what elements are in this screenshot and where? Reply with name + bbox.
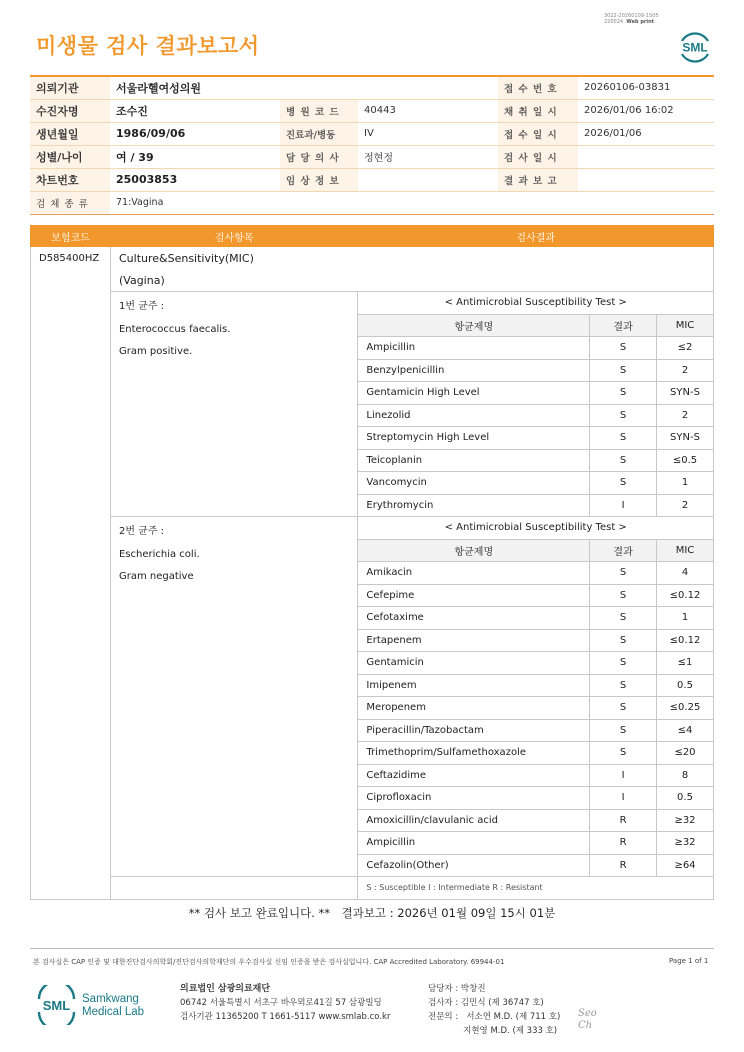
- result-report: [578, 168, 714, 191]
- info-row: [30, 99, 714, 122]
- info-row: [30, 191, 714, 214]
- mic-value: ≥64: [657, 854, 714, 877]
- info-row: [30, 122, 714, 145]
- antibiotic-name: Erythromycin: [358, 494, 590, 517]
- organism-name: Enterococcus faecalis.: [118, 323, 231, 335]
- susceptibility-result: S: [590, 404, 657, 427]
- report-time-text: 결과보고 : 2026년 01월 09일 15시 01분: [341, 906, 556, 920]
- antibiotic-name: Cefazolin(Other): [358, 854, 590, 877]
- test-time: [578, 145, 714, 168]
- patient-info-table: [30, 75, 714, 215]
- susceptibility-result: S: [590, 449, 657, 472]
- mic-value: 8: [657, 764, 714, 787]
- label-specimen-type: 검 체 종 류: [30, 191, 110, 214]
- susceptibility-result: R: [590, 832, 657, 855]
- mic-value: ≤20: [657, 742, 714, 765]
- signature-1: Seo: [578, 1008, 597, 1019]
- antibiotic-name: Cefepime: [358, 584, 590, 607]
- document-code: [604, 13, 659, 25]
- organism-label: 2번 균주 :: [118, 526, 165, 537]
- susceptibility-result: S: [590, 472, 657, 495]
- organism-label: 1번 균주 :: [118, 301, 165, 312]
- table-row: [31, 247, 714, 270]
- mic-value: 0.5: [657, 674, 714, 697]
- signature-2: Ch: [578, 1020, 593, 1031]
- label-clinical-info: 임 상 정 보: [280, 168, 358, 191]
- staff-manager: 담당자 : 박창진: [428, 984, 486, 994]
- antibiotic-name: Amoxicillin/clavulanic acid: [358, 809, 590, 832]
- mic-value: SYN-S: [657, 427, 714, 450]
- susceptibility-result: S: [590, 607, 657, 630]
- clinical-info: [358, 168, 498, 191]
- org2-info: [110, 517, 357, 877]
- susceptibility-result: S: [590, 742, 657, 765]
- table-row: [31, 269, 714, 292]
- svg-text:Samkwang: Samkwang: [82, 993, 139, 1005]
- label-sex-age: 성별/나이: [30, 145, 110, 168]
- staff-info: [428, 982, 560, 1038]
- label-test-time: 검 사 일 시: [498, 145, 578, 168]
- table-row: [31, 292, 714, 315]
- antibiotic-name: Piperacillin/Tazobactam: [358, 719, 590, 742]
- susceptibility-result: R: [590, 809, 657, 832]
- patient-name: 조수진: [110, 99, 280, 122]
- signature: [578, 1008, 597, 1032]
- susceptibility-result: S: [590, 359, 657, 382]
- legend-spacer: [110, 877, 357, 900]
- label-department: 진료과/병동: [280, 122, 358, 145]
- web-print-label: Web print: [626, 19, 655, 25]
- mic-value: ≤1: [657, 652, 714, 675]
- antibiotic-name: Teicoplanin: [358, 449, 590, 472]
- susceptibility-result: I: [590, 494, 657, 517]
- collection-time: 2026/01/06 16:02: [578, 99, 714, 122]
- svg-text:SML: SML: [682, 40, 708, 55]
- antibiotic-name: Trimethoprim/Sulfamethoxazole: [358, 742, 590, 765]
- specimen-type: 71:Vagina: [110, 191, 714, 214]
- report-title: 미생물 검사 결과보고서: [36, 34, 260, 58]
- mic-value: 1: [657, 607, 714, 630]
- results-header-row: [31, 226, 714, 247]
- antibiotic-name: Streptomycin High Level: [358, 427, 590, 450]
- label-physician: 담 당 의 사: [280, 145, 358, 168]
- label-result-report: 결 과 보 고: [498, 168, 578, 191]
- info-row: [30, 168, 714, 191]
- foundation-info: [180, 982, 390, 1024]
- footer-divider: [30, 948, 714, 949]
- result-legend: S : Susceptible I : Intermediate R : Resistant: [358, 877, 714, 900]
- susceptibility-result: S: [590, 629, 657, 652]
- sml-logo-icon: [676, 27, 714, 65]
- mic-value: ≤2: [657, 337, 714, 360]
- info-row: [30, 145, 714, 168]
- info-row: [30, 76, 714, 99]
- antibiotic-name: Ceftazidime: [358, 764, 590, 787]
- susceptibility-result: S: [590, 719, 657, 742]
- header-test-item: 검사항목: [110, 226, 357, 247]
- table-row: [31, 877, 714, 900]
- report-complete-text: ** 검사 보고 완료입니다. **: [188, 906, 330, 920]
- col-result: 결과: [590, 314, 657, 337]
- col-mic: MIC: [657, 539, 714, 562]
- samkwang-logo-icon: [36, 985, 156, 1025]
- col-mic: MIC: [657, 314, 714, 337]
- antibiotic-name: Gentamicin: [358, 652, 590, 675]
- mic-value: ≥32: [657, 832, 714, 855]
- label-hospital-code: 병 원 코 드: [280, 99, 358, 122]
- susceptibility-result: S: [590, 562, 657, 585]
- mic-value: 1: [657, 472, 714, 495]
- antibiotic-name: Ciprofloxacin: [358, 787, 590, 810]
- col-result: 결과: [590, 539, 657, 562]
- test-name: Culture&Sensitivity(MIC): [110, 247, 713, 270]
- mic-value: 4: [657, 562, 714, 585]
- mic-value: 0.5: [657, 787, 714, 810]
- foundation-name: 의료법인 삼광의료재단: [180, 984, 271, 994]
- staff-tester: 검사자 : 김민식 (제 36747 호): [428, 998, 544, 1008]
- organism-gram: Gram negative: [118, 571, 194, 582]
- mic-value: ≤4: [657, 719, 714, 742]
- susceptibility-result: S: [590, 674, 657, 697]
- accreditation-note: 본 검사실은 CAP 인증 및 대한진단검사의학회/진단검사의학재단의 우수검사실 신임 인증을 받은 검사실입니다. CAP Accredited Laboratory. 69944-01: [33, 958, 505, 966]
- antibiotic-name: Meropenem: [358, 697, 590, 720]
- label-birth-date: 생년월일: [30, 122, 110, 145]
- susceptibility-result: R: [590, 854, 657, 877]
- staff-specialist-1: 전문의 : 서소연 M.D. (제 711 호): [428, 1012, 561, 1022]
- foundation-address: 06742 서울특별시 서초구 바우뫼로41길 57 삼광빌딩: [180, 998, 382, 1008]
- antibiotic-name: Benzylpenicillin: [358, 359, 590, 382]
- antibiotic-name: Amikacin: [358, 562, 590, 585]
- svg-text:SML: SML: [42, 998, 71, 1013]
- code-line-2: 220024: [604, 19, 624, 25]
- mic-value: ≤0.5: [657, 449, 714, 472]
- organism-name: Escherichia coli.: [118, 548, 200, 560]
- org1-info: [110, 292, 357, 517]
- hospital-code: 40443: [358, 99, 498, 122]
- results-table: [30, 225, 714, 900]
- foundation-contact: 검사기관 11365200 T 1661-5117 www.smlab.co.kr: [180, 1012, 391, 1022]
- birth-date: 1986/09/06: [110, 122, 280, 145]
- antibiotic-name: Vancomycin: [358, 472, 590, 495]
- antibiotic-name: Ampicillin: [358, 337, 590, 360]
- antibiotic-name: Imipenem: [358, 674, 590, 697]
- label-patient-name: 수진자명: [30, 99, 110, 122]
- test-specimen: (Vagina): [110, 269, 713, 292]
- susceptibility-result: S: [590, 337, 657, 360]
- susceptibility-result: I: [590, 787, 657, 810]
- page-number: Page 1 of 1: [669, 957, 709, 965]
- chart-number: 25003853: [110, 168, 280, 191]
- susceptibility-result: S: [590, 697, 657, 720]
- insurance-code: D585400HZ: [31, 247, 111, 900]
- mic-value: 2: [657, 404, 714, 427]
- col-antibiotic: 항균제명: [358, 314, 590, 337]
- department: IV: [358, 122, 498, 145]
- antibiotic-name: Ertapenem: [358, 629, 590, 652]
- header-test-result: 검사결과: [358, 226, 714, 247]
- antibiotic-name: Gentamicin High Level: [358, 382, 590, 405]
- sex-age: 여 / 39: [110, 145, 280, 168]
- antibiotic-name: Cefotaxime: [358, 607, 590, 630]
- mic-value: ≥32: [657, 809, 714, 832]
- physician: 정현정: [358, 145, 498, 168]
- mic-value: ≤0.12: [657, 584, 714, 607]
- code-line-1: 3022-20260109-1505: [604, 13, 659, 19]
- receipt-time: 2026/01/06: [578, 122, 714, 145]
- mic-value: SYN-S: [657, 382, 714, 405]
- svg-text:Medical Lab: Medical Lab: [82, 1006, 145, 1018]
- mic-value: ≤0.25: [657, 697, 714, 720]
- susceptibility-result: S: [590, 382, 657, 405]
- completion-line: [0, 905, 744, 921]
- susceptibility-result: S: [590, 584, 657, 607]
- ast-title: < Antimicrobial Susceptibility Test >: [358, 292, 714, 315]
- label-accession-number: 접 수 번 호: [498, 76, 578, 99]
- label-receipt-time: 접 수 일 시: [498, 122, 578, 145]
- staff-specialist-2: 지현영 M.D. (제 333 호): [428, 1026, 558, 1036]
- mic-value: 2: [657, 359, 714, 382]
- antibiotic-name: Linezolid: [358, 404, 590, 427]
- label-chart-number: 차트번호: [30, 168, 110, 191]
- organism-gram: Gram positive.: [118, 346, 193, 357]
- label-requesting-institution: 의뢰기관: [30, 76, 110, 99]
- label-collection-time: 채 취 일 시: [498, 99, 578, 122]
- col-antibiotic: 항균제명: [358, 539, 590, 562]
- table-row: [31, 517, 714, 540]
- susceptibility-result: S: [590, 652, 657, 675]
- mic-value: 2: [657, 494, 714, 517]
- header-insurance-code: 보험코드: [31, 226, 111, 247]
- ast-title: < Antimicrobial Susceptibility Test >: [358, 517, 714, 540]
- antibiotic-name: Ampicillin: [358, 832, 590, 855]
- susceptibility-result: I: [590, 764, 657, 787]
- mic-value: ≤0.12: [657, 629, 714, 652]
- requesting-institution: 서울라헬여성의원: [110, 76, 498, 99]
- susceptibility-result: S: [590, 427, 657, 450]
- accession-number: 20260106-03831: [578, 76, 714, 99]
